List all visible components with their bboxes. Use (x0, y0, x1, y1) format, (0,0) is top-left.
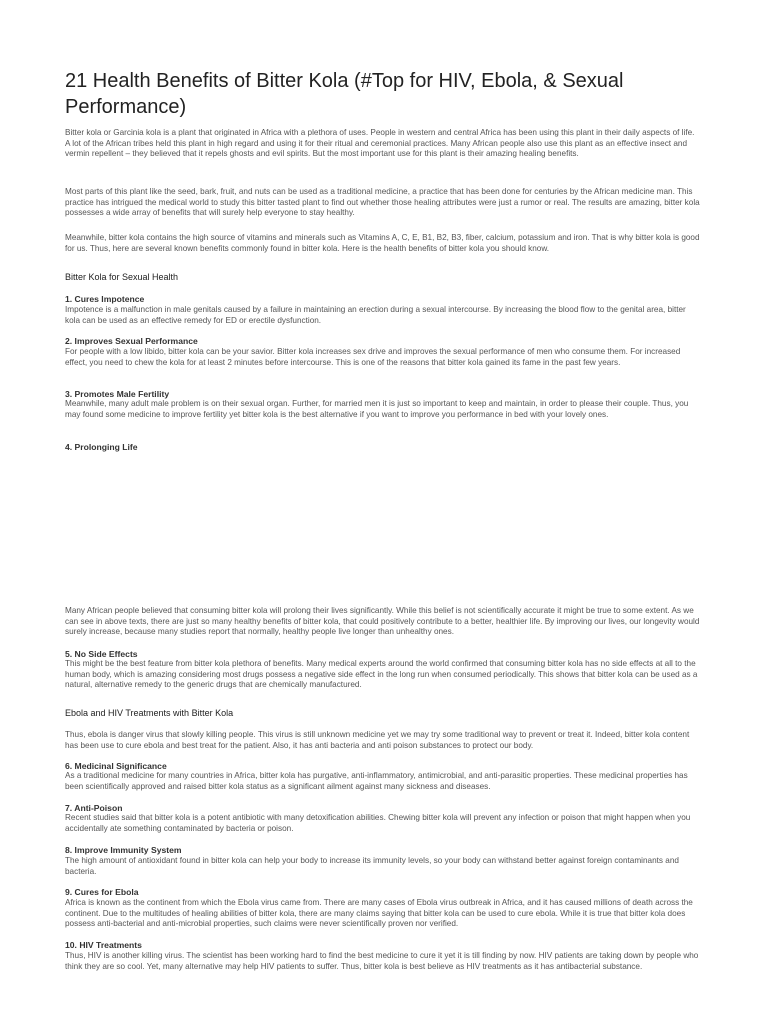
item-heading-7: 7. Anti-Poison (65, 803, 123, 813)
item-text-8: The high amount of antioxidant found in bitter kola can help your body to increase its immunity levels, so your body can withstand better against foreign contaminants and bacteria. (65, 856, 679, 876)
section-heading-ebola-hiv: Ebola and HIV Treatments with Bitter Kola (65, 708, 234, 718)
item-heading-3: 3. Promotes Male Fertility (65, 389, 170, 399)
item-text-9: Africa is known as the continent from which the Ebola virus came from. There are many cases of Ebola virus outbreak in Africa, and it has caused millions of death across the continent. Due to the multitudes of healing abilities of bitter kola, there are many claims saying that bitter kola can be used to cure ebola. While it is true that bitter kola does possess anti-bacterial and anti-microbial properties, such claims were never scientifically proven nor verified. (65, 898, 693, 929)
item-text-3: Meanwhile, many adult male problem is on their sexual organ. Further, for married men it is just so important to keep and maintain, in order to please their couple. Thus, you may found some medicine to improve fertility yet bitter kola is the best alternative if you want to improve you performance in bed with your lovely ones. (65, 399, 689, 419)
item-heading-2: 2. Improves Sexual Performance (65, 336, 198, 346)
item-heading-8: 8. Improve Immunity System (65, 845, 182, 855)
item-heading-9: 9. Cures for Ebola (65, 887, 139, 897)
item-heading-5: 5. No Side Effects (65, 649, 138, 659)
item-text-1: Impotence is a malfunction in male genitals caused by a failure in maintaining an erection during a sexual intercourse. By increasing the blood flow to the genital area, bitter kola can be used as an effective remedy for ED or erectile dysfunction. (65, 305, 686, 325)
item-text-2: For people with a low libido, bitter kola can be your savior. Bitter kola increases sex drive and improves the sexual performance of men who consume them. For increased effect, you need to chew the kola for at least 2 minutes before intercourse. This is one of the reasons that bitter kola gained its fame in the past few years. (65, 347, 681, 367)
item-heading-10: 10. HIV Treatments (65, 940, 142, 950)
page-title: 21 Health Benefits of Bitter Kola (#Top for HIV, Ebola, & Sexual Performance) (65, 70, 624, 118)
item-text-4: Many African people believed that consuming bitter kola will prolong their lives significantly. While this belief is not scientifically accurate it might be true to some extent. As we can see in above texts, there are just so many healthy benefits of bitter kola, that could positively contribute to a better, healthier life. By improving our lives, our longevity would surely increase, because many studies report that normally, healthy people live longer than unhealthy ones. (65, 606, 700, 637)
intro-paragraph-3: Meanwhile, bitter kola contains the high source of vitamins and minerals such as Vitamins A, C, E, B1, B2, B3, fiber, calcium, potassium and iron. That is why bitter kola is good for us. Thus, here are several known benefits commonly found in bitter kola. Here is the health benefits of bitter kola you should know. (65, 233, 700, 253)
item-heading-6: 6. Medicinal Significance (65, 761, 167, 771)
item-text-6: As a traditional medicine for many countries in Africa, bitter kola has purgative, anti-inflammatory, antimicrobial, and anti-parasitic properties. These medicinal properties has been scientifically approved and raised bitter kola status as a significant ailment against many sickness and diseases. (65, 771, 688, 791)
section-heading-sexual-health: Bitter Kola for Sexual Health (65, 272, 179, 282)
intro-paragraph-1: Bitter kola or Garcinia kola is a plant that originated in Africa with a plethora of uses. People in western and central Africa has been using this plant in their daily aspects of life. A lot of the African tribes held this plant in high regard and using it for their ritual and ceremonial practices. Many African people also use this plant as an effective insect and vermin repellent – they believed that it repels ghosts and evil spirits. But the most important use for this plant is their amazing healing benefits. (65, 128, 695, 159)
item-heading-1: 1. Cures Impotence (65, 294, 145, 304)
item-text-10: Thus, HIV is another killing virus. The scientist has been working hard to find the best medicine to cure it yet it is till finding by now. HIV patients are taking down by people who think they are so cool. Yet, many alternative may help HIV patients to suffer. Thus, bitter kola is best believe as HIV treatments as it has antibacterial substance. (65, 951, 699, 971)
item-text-5: This might be the best feature from bitter kola plethora of benefits. Many medical experts around the world confirmed that consuming bitter kola has no side effects at all to the human body, which is amazing considering most drugs possess a negative side effect in the long run when consumed periodically. This shows that bitter kola can be used as a natural, alternative remedy to the generic drugs that are chemically manufactured. (65, 659, 698, 690)
item-heading-4: 4. Prolonging Life (65, 442, 138, 452)
intro-paragraph-2: Most parts of this plant like the seed, bark, fruit, and nuts can be used as a traditional medicine, a practice that has been done for centuries by the African medicine man. This practice has intrigued the medical world to study this bitter tasted plant to find out whether those healing attributes were just a rumor or real. The results are amazing, bitter kola possesses a wide array of benefits that will surely help everyone to stay healthy. (65, 187, 700, 218)
item-text-7: Recent studies said that bitter kola is a potent antibiotic with many detoxification abilities. Chewing bitter kola will prevent any infection or poison that might happen when you accidentally ate something contaminated by bacteria or poison. (65, 813, 691, 833)
section-intro-ebola-hiv: Thus, ebola is danger virus that slowly killing people. This virus is still unknown medicine yet we may try some traditional way to prevent or treat it. Indeed, bitter kola content has been use to cure ebola and best treat for the patient. Also, it has anti bacteria and anti poison substances to protect our body. (65, 730, 690, 750)
